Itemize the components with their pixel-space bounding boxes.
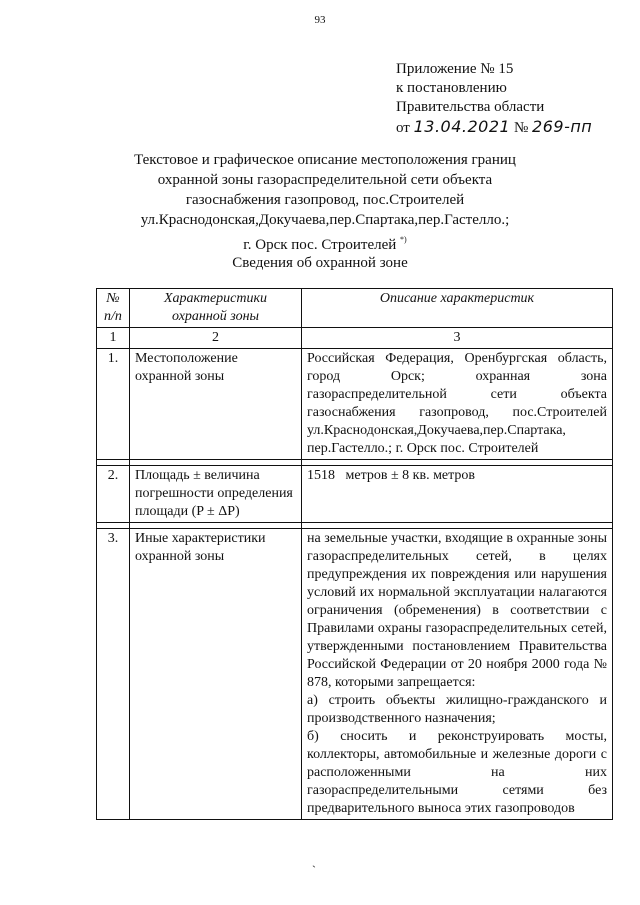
header-description: Описание характеристик	[302, 289, 613, 328]
appendix-government: Правительства области	[396, 99, 545, 115]
column-number-2: 2	[130, 328, 302, 349]
restriction-item-b: б) сносить и реконструировать мосты, коллекторы, автомобильные и железные дороги с расположенными на них газораспределительными сетями без предварительного выноса этих газопроводов	[307, 729, 607, 816]
title-line-3: газоснабжения газопровод, пос.Строителей	[185, 192, 465, 208]
row-characteristic: Местоположение охранной зоны	[130, 349, 302, 460]
title-line-5-text: г. Орск пос. Строителей	[243, 237, 397, 253]
column-number-row	[97, 328, 613, 349]
section-subtitle: Сведения об охранной зоне	[232, 255, 408, 271]
header-number: № п/п	[97, 289, 130, 328]
table-row	[97, 529, 613, 820]
restriction-item-a: а) строить объекты жилищно-гражданского и производственного назначения;	[307, 693, 607, 726]
row-description: Российская Федерация, Оренбургская область, город Орск; охранная зона газораспределительной сети объекта газоснабжения газопровод, пос.Строителей ул.Краснодонская,Докучаева,пер.Спартака, пер.Гастелло.; г. Орск пос. Строителей	[302, 349, 613, 460]
row-number: 2.	[97, 466, 130, 523]
row-description	[302, 529, 613, 820]
footnote-mark: *)	[400, 235, 407, 244]
table-header-row	[97, 289, 613, 328]
column-number-3: 3	[302, 328, 613, 349]
bottom-mark: `	[312, 863, 316, 877]
title-line-5	[90, 230, 560, 255]
restriction-intro: на земельные участки, входящие в охранные зоны газораспределительных сетей, в целях предупреждения их повреждения или нарушения условий их нормальной эксплуатации налагаются ограничения (обременения) в соответствии с Правилами охраны газораспределительных сетей, утвержденными постановлением Правительства Российской Федерации от 20 ноября 2000 года № 878, которыми запрещается:	[307, 531, 607, 690]
handwritten-number: 269-пп	[532, 117, 593, 136]
appendix-block	[396, 60, 592, 138]
protection-zone-table	[96, 288, 613, 820]
number-prefix: №	[513, 120, 529, 136]
handwritten-date: 13.04.2021	[413, 117, 511, 136]
date-prefix: от	[396, 120, 410, 136]
appendix-date-line	[396, 117, 592, 138]
document-title	[90, 150, 560, 255]
row-number: 3.	[97, 529, 130, 820]
table-row	[97, 349, 613, 460]
row-description: 1518 метров ± 8 кв. метров	[302, 466, 613, 523]
header-characteristic: Характеристики охранной зоны	[130, 289, 302, 328]
row-number: 1.	[97, 349, 130, 460]
title-line-4: ул.Краснодонская,Докучаева,пер.Спартака,пер.Гастелло.;	[140, 212, 510, 228]
column-number-1: 1	[97, 328, 130, 349]
title-line-1: Текстовое и графическое описание местоположения границ	[134, 152, 516, 168]
appendix-to-resolution: к постановлению	[396, 80, 507, 96]
row-characteristic: Иные характеристики охранной зоны	[130, 529, 302, 820]
row-characteristic: Площадь ± величина погрешности определения площади (P ± ΔP)	[130, 466, 302, 523]
page-number: 93	[314, 14, 326, 26]
appendix-title: Приложение № 15	[396, 61, 514, 77]
title-line-2: охранной зоны газораспределительной сети объекта	[157, 172, 493, 188]
table-row	[97, 466, 613, 523]
